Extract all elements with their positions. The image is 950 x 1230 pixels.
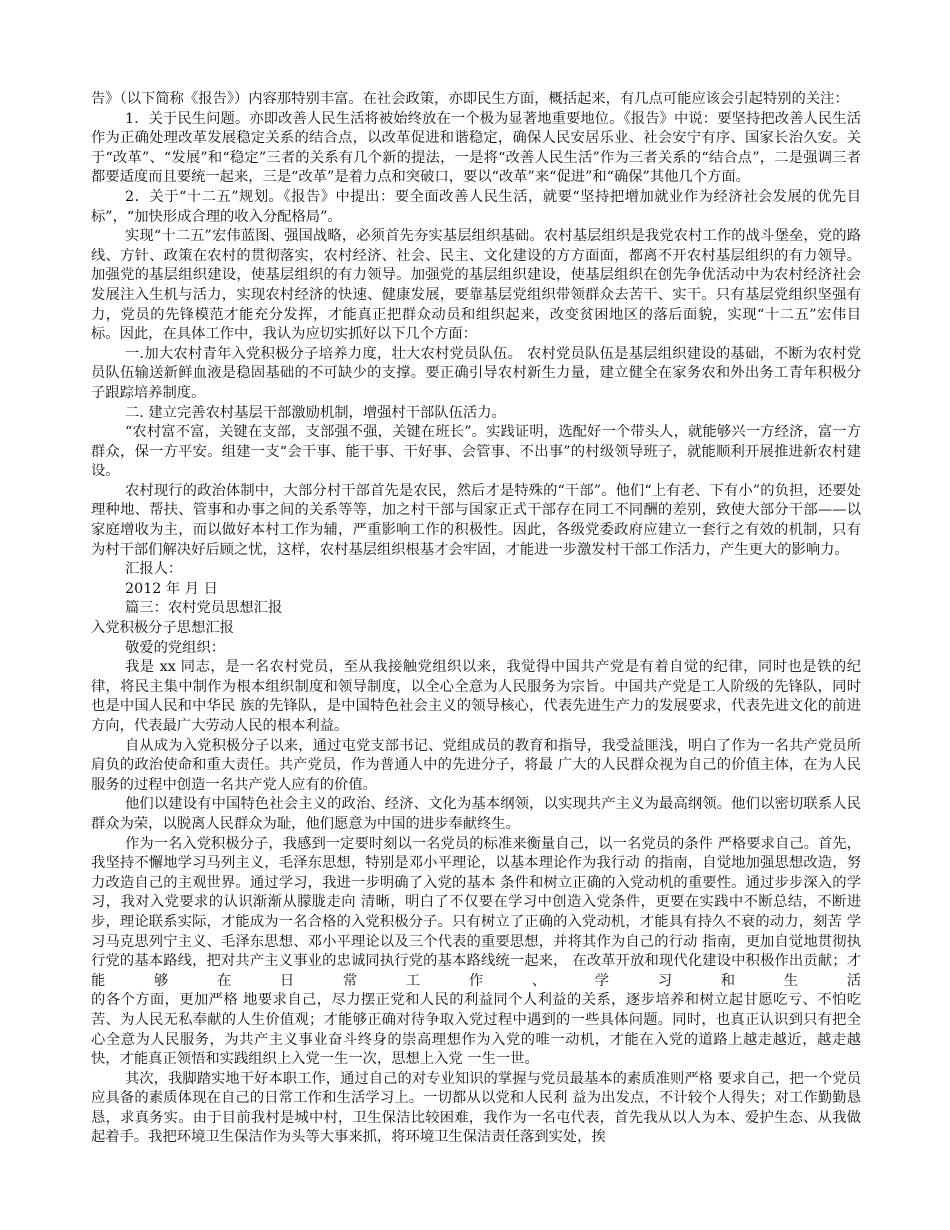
paragraph-village-cadres: 农村现行的政治体制中，大部分村干部首先是农民，然后才是特殊的“干部”。他们“上有老、下有小”的负担，还要处理种地、帮扶、管事和办事之间的关系等等，加之村干部与国家正式干部存在同工不同酬的差别，致使大部分干部——以家庭增收为主，而以做好本村工作为辅，严重影响工作的积极性。因此，各级党委政府应建立一套行之有效的机制，只有为村干部们解决好后顾之忧，这样，农村基层组织根基才会牢固，才能进一步激发村干部工作活力，产生更大的影响力。 <box>91 482 861 558</box>
salutation: 敬爱的党组织： <box>125 639 226 656</box>
paragraph-grassroots-foundation: 实现“十二五”宏伟蓝图、强国战略，必须首先夯实基层组织基础。农村基层组织是我党农村工作的战斗堡垒，党的路线、方针、政策在农村的贯彻落实，农村经济、社会、民主、文化建设的方方面面，都离不开农村基层组织的有力领导。加强党的基层组织建设，使基层组织的有力领导。加强党的基层组织建设，使基层组织在创先争优活动中为农村经济社会发展注入生机与活力，实现农村经济的快速、健康发展，要靠基层党组织带领群众去苦干、实干。只有基层党组织坚强有力，党员的先锋模范才能充分发挥，才能真正把群众动员和组织起来，改变贫困地区的落后面貌，实现“十二五”宏伟目标。因此，在具体工作中，我认为应切实抓好以下几个方面： <box>91 228 861 343</box>
document-page <box>91 90 861 1148</box>
paragraph-point-one: 一.加大农村青年入党积极分子培养力度，壮大农村党员队伍。 农村党员队伍是基层组织建设的基础，不断为农村党员队伍输送新鲜血液是稳固基础的不可缺少的支撑。要正确引导农村新生力量，建立健全在家务农和外出务工青年积极分子跟踪培养制度。 <box>91 345 861 401</box>
paragraph-daily-work: 其次，我脚踏实地干好本职工作，通过自己的对专业知识的掌握与党员最基本的素质准则严格 要求自己，把一个党员应具备的素质体现在自己的日常工作和生活学习上。一切都从以党和人民利 益为出发点，不计较个人得失；对工作勤勤恳恳，求真务实。由于目前我村是城中村，卫生保洁比较困难，我作为一名屯代表，首先我从以人为本、爱护生态、从我做起着手。我把环境卫生保洁作为头等大事来抓，将环境卫生保洁责任落到实处，挨 <box>91 1070 861 1146</box>
paragraph-branch-leader: “农村富不富，关键在支部，支部强不强，关键在班长”。实践证明，选配好一个带头人，就能够兴一方经济，富一方群众，保一方平安。组建一支“会干事、能干事、干好事、会管事、不出事”的村级领导班子，就能顺利开展推进新农村建设。 <box>91 424 861 480</box>
paragraph-livelihood: 1．关于民生问题。亦即改善人民生活将被始终放在一个极为显著地重要地位。《报告》中说：要坚持把改善人民生活作为正确处理改革发展稳定关系的结合点，以改革促进和谐稳定，确保人民安居乐业、社会安宁有序、国家长治久安。关于“改革”、“发展”和“稳定”三者的关系有几个新的提法，一是将“改善人民生活”作为三者关系的“结合点”，二是强调三者都要适度而且要统一起来，三是“改革”是着力点和突破口，要以“改革”来“促进”和“确保”其他几个方面。 <box>91 110 861 186</box>
paragraph-activist-growth: 自从成为入党积极分子以来，通过屯党支部书记、党组成员的教育和指导，我受益匪浅，明白了作为一名共产党员所肩负的政治使命和重大责任。共产党员，作为普通人中的先进分子，将最 广大的人民群众视为自己的价值主体，在为人民服务的过程中创造一名共产党人应有的价值。 <box>91 737 861 793</box>
paragraph-self-intro: 我是 xx 同志，是一名农村党员，至从我接触党组织以来，我觉得中国共产党是有着自觉的纪律，同时也是铁的纪律，将民主集中制作为根本组织制度和领导制度，以全心全意为人民服务为宗旨。中国共产党是工人阶级的先锋队，同时也是中国人民和中华民 族的先锋队，是中国特色社会主义的领导核心，代表先进生产力的发展要求，代表先进文化的前进 方向，代表最广大劳动人民的根本利益。 <box>91 659 861 734</box>
reporter-line: 汇报人： <box>125 561 183 578</box>
date-line: 2012 年 月 日 <box>125 580 218 597</box>
paragraph-report-intro: 告》（以下简称《报告》）内容那特别丰富。在社会政策，亦即民生方面，概括起来，有几点可能应该会引起特别的关注： <box>91 91 849 107</box>
paragraph-point-two: 二. 建立完善农村基层干部激励机制，增强村干部队伍活力。 <box>125 404 506 421</box>
section-heading: 篇三：农村党员思想汇报 <box>125 600 283 617</box>
paragraph-party-program: 他们以建设有中国特色社会主义的政治、经济、文化为基本纲领，以实现共产主义为最高纲领。他们以密切联系人民群众为荣，以脱离人民群众为耻，他们愿意为中国的进步奉献终生。 <box>91 796 861 832</box>
paragraph-five-year-plan: 2．关于“十二五”规划。《报告》中提出：要全面改善人民生活，就要“坚持把增加就业作为经济社会发展的优先目标”，“加快形成合理的收入分配格局”。 <box>91 188 861 225</box>
paragraph-study-theory: 作为一名入党积极分子，我感到一定要时刻以一名党员的标准来衡量自己，以一名党员的条件 严格要求自己。首先，我坚持不懈地学习马列主义，毛泽东思想，特别是邓小平理论，以基本理论作为我行动 的指南，自觉地加强思想改造，努力改造自己的主观世界。通过学习，我进一步明确了入党的基本 条件和树立正确的入党动机的重要性。通过步步深入的学习，我对入党要求的认识渐渐从朦胧走向 清晰，明白了不仅要在学习中创造入党条件，更要在实践中不断总结，不断进步，理论联系实际，才能成为一名合格的入党积极分子。只有树立了正确的入党动机，才能具有持久不衰的动力，刻苦 学习马克思列宁主义、毛泽东思想、邓小平理论以及三个代表的重要思想，并将其作为自己的行动 指南，更加自觉地贯彻执行党的基本路线，把对共产主义事业的忠诚同执行党的基本路线统一起来， 在改革开放和现代化建设中积极作出贡献；才能够在日常工作、学习和生活 <box>91 835 861 989</box>
paragraph-strict-self: 的各个方面，更加严格 地要求自己，尽力摆正党和人民的利益同个人利益的关系，逐步培养和树立起甘愿吃亏、不怕吃苦、为人民无私奉献的人生价值观；才能够正确对待争取入党过程中遇到的一些具体问题。同时，也真正认识到只有把全心全意为人民服务，为共产主义事业奋斗终身的崇高理想作为入党的唯一动机，才能在入党的道路上越走越近，越走越快，才能真正领悟和实践组织上入党一生一次，思想上入党 一生一世。 <box>91 992 861 1068</box>
document-subtitle: 入党积极分子思想汇报 <box>91 620 234 637</box>
